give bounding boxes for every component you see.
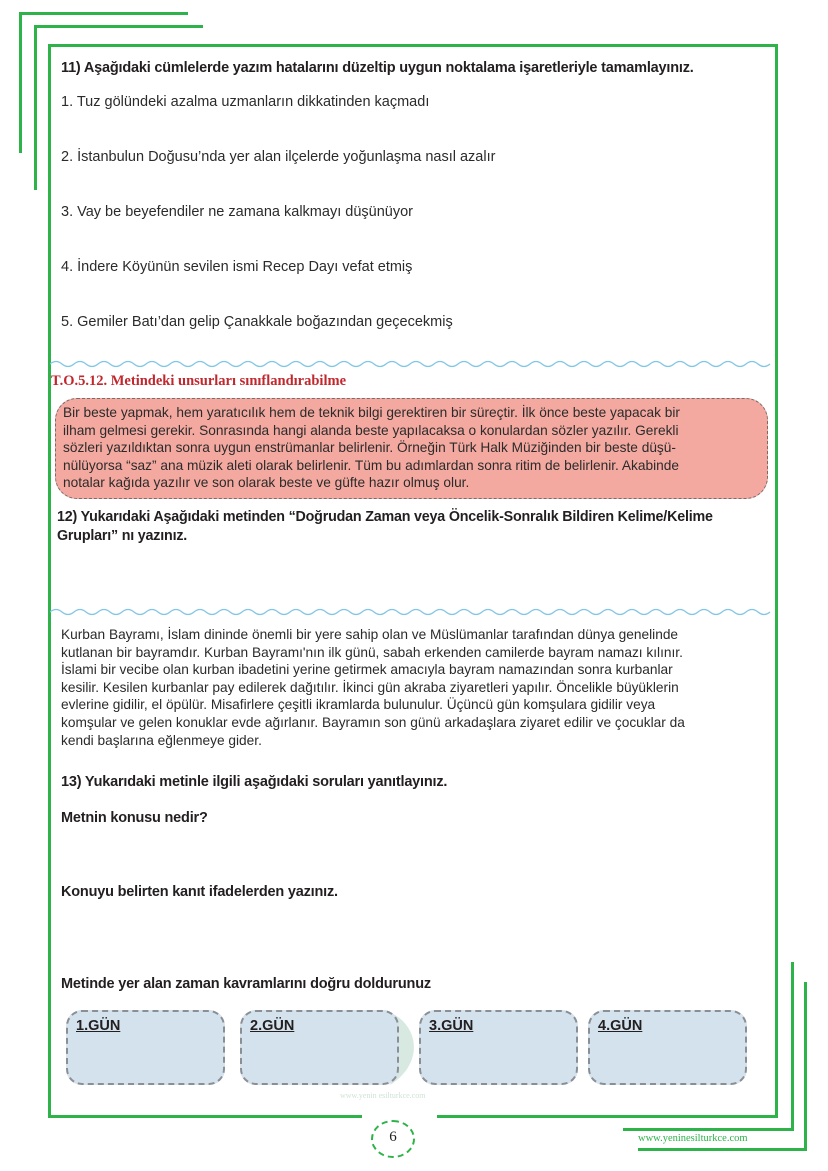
day-box-label: 1.GÜN (76, 1018, 121, 1034)
wavy-divider (50, 607, 776, 617)
q11-item-5: 5. Gemiler Batı’dan gelip Çanakkale boğazından geçecekmiş (61, 314, 453, 330)
kurban-line: İslami bir vecibe olan kurban ibadetini yerine getirmek amacıyla bayram namazından sonra kurbanlar (61, 662, 673, 678)
frame-line (775, 44, 778, 1117)
question-11-title: 11) Aşağıdaki cümlelerde yazım hatalarını düzeltip uygun noktalama işaretleriyle tamamlayınız. (61, 60, 694, 76)
q13-subquestion-time: Metinde yer alan zaman kavramlarını doğru doldurunuz (61, 976, 431, 992)
kurban-line: evlerine gidilir, el öpülür. Misafirlere çeşitli ikramlarda bulunulur. Üçüncü gün komşulara gidilir veya (61, 697, 656, 713)
frame-line (804, 982, 807, 1150)
q11-item-4: 4. İndere Köyünün sevilen ismi Recep Dayı vefat etmiş (61, 259, 413, 275)
frame-line (638, 1148, 807, 1151)
kurban-line: kesilir. Kesilen kurbanlar pay edilerek dağıtılır. İkinci gün akraba ziyaretleri yapılır. Öncelikle büyüklerin (61, 679, 679, 695)
kurban-line: kendi başlarına eğlenmeye gider. (61, 732, 262, 748)
reading-line: nülüyorsa “saz” ana müzik aleti olarak belirlenir. Tüm bu adımlardan sonra ritim de belirlenir. Akabinde (63, 457, 679, 473)
day-box-label: 3.GÜN (429, 1018, 474, 1034)
frame-line (48, 44, 775, 47)
day-box-label: 4.GÜN (598, 1018, 643, 1034)
day-box-label: 2.GÜN (250, 1018, 295, 1034)
frame-line (48, 1115, 362, 1118)
reading-box-text (63, 404, 680, 492)
question-12-title (57, 508, 713, 546)
frame-line (437, 1115, 778, 1118)
frame-line (48, 44, 51, 1117)
kurban-paragraph (61, 626, 685, 749)
q13-subquestion-topic: Metnin konusu nedir? (61, 810, 208, 826)
reading-line: Bir beste yapmak, hem yaratıcılık hem de teknik bilgi gerektiren bir süreçtir. İlk önce beste yapacak bir (63, 405, 680, 420)
question-12-line: 12) Yukarıdaki Aşağıdaki metinden “Doğrudan Zaman veya Öncelik-Sonralık Bildiren Kelime/Kelime (57, 509, 713, 525)
question-12-line: Grupları” nı yazınız. (57, 528, 188, 544)
kurban-line: komşular ve gelen konuklar evde ağırlanır. Bayramın son günü arkadaşlara ziyaret edilir ve çocuklar da (61, 714, 685, 730)
day-box-3[interactable] (419, 1010, 578, 1085)
reading-line: sözleri yazıldıktan sonra uygun enstrümanlar belirlenir. Örneğin Türk Halk Müziğinden bir beste düşü- (63, 440, 676, 456)
frame-line (34, 25, 37, 190)
day-box-1[interactable] (66, 1010, 225, 1085)
frame-line (791, 962, 794, 1130)
q11-item-2: 2. İstanbulun Doğusu’nda yer alan ilçelerde yoğunlaşma nasıl azalır (61, 149, 496, 165)
wavy-divider (50, 359, 776, 369)
page-number: 6 (389, 1129, 397, 1145)
q13-subquestion-evidence: Konuyu belirten kanıt ifadelerden yazınız. (61, 884, 338, 900)
reading-line: ilham gelmesi gerekir. Sonrasında hangi alanda beste yapılacaksa o konulardan sözler yazılır. Gerekli (63, 422, 679, 438)
frame-line (19, 12, 188, 15)
frame-line (19, 12, 22, 153)
kurban-line: kutlanan bir bayramdır. Kurban Bayramı'nın ilk günü, sabah erkenden camilerde bayram namazı kılınır. (61, 644, 683, 660)
frame-line (34, 25, 203, 28)
section-heading: T.O.5.12. Metindeki unsurları sınıflandırabilme (51, 373, 346, 389)
q11-item-3: 3. Vay be beyefendiler ne zamana kalkmayı düşünüyor (61, 204, 413, 220)
kurban-line: Kurban Bayramı, İslam dininde önemli bir yere sahip olan ve Müslümanlar tarafından dünya genelinde (61, 627, 679, 642)
day-box-2[interactable] (240, 1010, 399, 1085)
day-box-4[interactable] (588, 1010, 747, 1085)
watermark-text: www.yenin esilturkce.com (340, 1091, 426, 1100)
website-link[interactable]: www.yeninesilturkce.com (638, 1133, 748, 1144)
frame-line (623, 1128, 794, 1131)
q11-item-1: 1. Tuz gölündeki azalma uzmanların dikkatinden kaçmadı (61, 94, 430, 110)
question-13-title: 13) Yukarıdaki metinle ilgili aşağıdaki soruları yanıtlayınız. (61, 774, 448, 790)
reading-line: notalar kağıda yazılır ve son olarak beste ve güfte hazır olmuş olur. (63, 475, 470, 491)
